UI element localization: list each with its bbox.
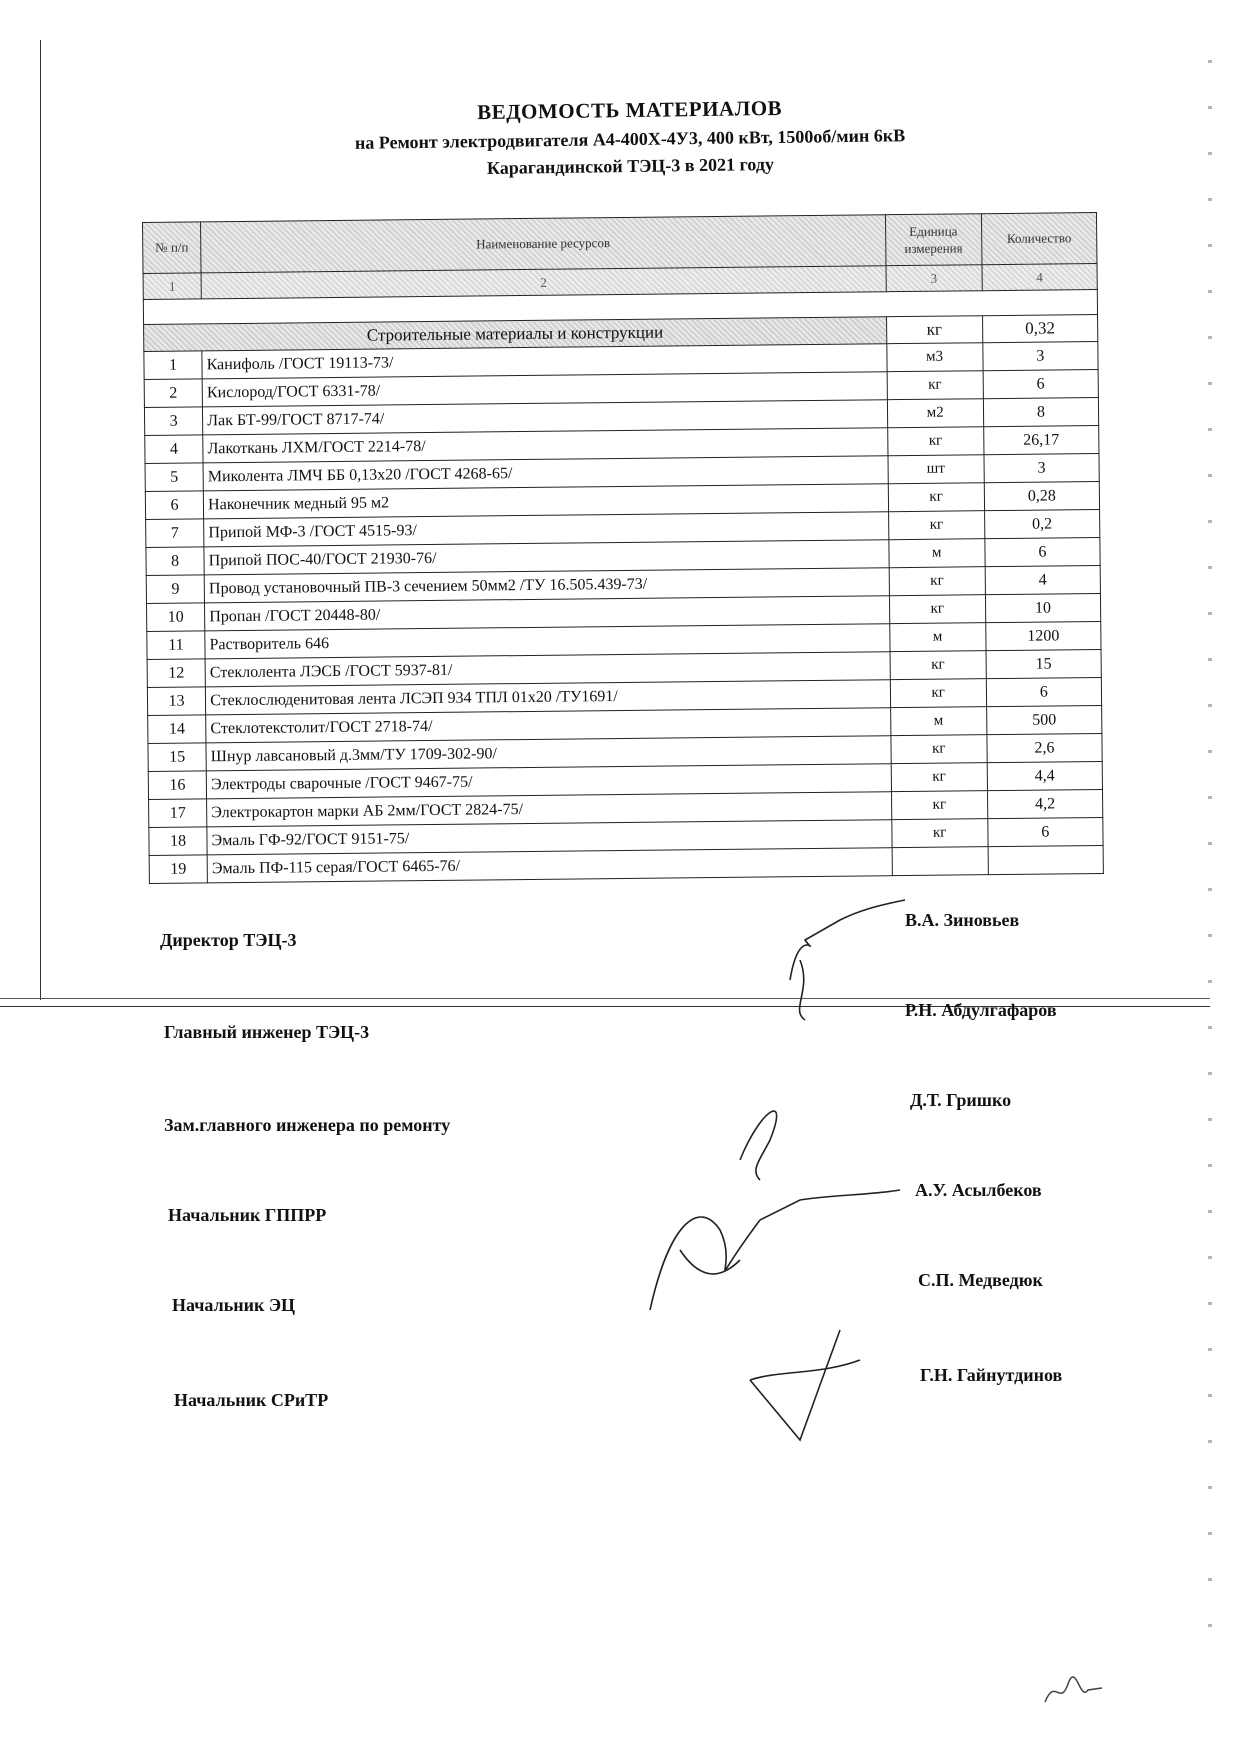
row-name: Эмаль ГФ-92/ГОСТ 9151-75/ <box>207 820 892 855</box>
section-unit: кг <box>886 316 982 344</box>
row-number: 3 <box>144 407 202 436</box>
row-number: 19 <box>149 855 207 884</box>
row-name: Миколента ЛМЧ ББ 0,13х20 /ГОСТ 4268-65/ <box>203 456 888 491</box>
row-qty: 3 <box>983 341 1099 370</box>
row-unit: кг <box>889 595 985 624</box>
row-unit: м2 <box>887 399 983 428</box>
row-qty: 4,4 <box>987 761 1103 790</box>
signatory-name: Г.Н. Гайнутдинов <box>920 1365 1063 1385</box>
signatory-name: А.У. Асылбеков <box>915 1180 1042 1200</box>
initials-mark <box>1040 1672 1110 1712</box>
row-qty: 2,6 <box>987 733 1103 762</box>
row-qty: 6 <box>988 817 1104 846</box>
row-qty: 6 <box>983 369 1099 398</box>
signature-stroke <box>650 1190 900 1310</box>
row-number: 1 <box>144 351 202 380</box>
signatory-title: Зам.главного инженера по ремонту <box>164 1115 451 1135</box>
signatory-name: В.А. Зиновьев <box>905 910 1020 930</box>
row-name: Пропан /ГОСТ 20448-80/ <box>205 596 890 631</box>
row-qty: 0,2 <box>984 509 1100 538</box>
row-qty: 0,28 <box>984 481 1100 510</box>
signature-stroke <box>750 1330 860 1440</box>
signatory-name: Р.Н. Абдулгафаров <box>905 1000 1057 1020</box>
row-name: Канифоль /ГОСТ 19113-73/ <box>202 344 887 379</box>
signatory-title: Начальник ГППРР <box>168 1205 327 1225</box>
row-name: Шнур лавсановый д.3мм/ТУ 1709-302-90/ <box>206 736 891 771</box>
row-qty: 6 <box>985 537 1101 566</box>
row-qty: 6 <box>986 677 1102 706</box>
index-cell: 3 <box>886 265 982 292</box>
row-unit: кг <box>887 371 983 400</box>
row-number: 18 <box>149 827 207 856</box>
row-unit: м <box>888 539 984 568</box>
document-subtitle-2: Карагандинской ТЭЦ-3 в 2021 году <box>486 153 775 178</box>
row-name: Растворитель 646 <box>205 624 890 659</box>
signatory-title: Главный инженер ТЭЦ-3 <box>164 1022 370 1042</box>
row-number: 15 <box>148 743 206 772</box>
row-name: Припой ПОС-40/ГОСТ 21930-76/ <box>204 540 889 575</box>
row-unit: кг <box>888 483 984 512</box>
row-number: 2 <box>144 379 202 408</box>
header-unit: Единица измерения <box>885 214 982 266</box>
row-number: 14 <box>148 715 206 744</box>
row-qty: 26,17 <box>983 425 1099 454</box>
document-subtitle: на Ремонт электродвигателя А4-400Х-4У3, 400 кВт, 1500об/мин 6кВ <box>354 125 906 153</box>
row-unit: м <box>889 623 985 652</box>
index-cell: 1 <box>143 273 201 300</box>
row-name: Кислород/ГОСТ 6331-78/ <box>202 372 887 407</box>
section-title: Строительные материалы и конструкции <box>144 317 887 352</box>
row-unit: кг <box>891 735 987 764</box>
row-unit: м <box>890 707 986 736</box>
row-name: Электрокартон марки АБ 2мм/ГОСТ 2824-75/ <box>207 792 892 827</box>
signature-stroke <box>790 900 905 1020</box>
row-unit: шт <box>888 455 984 484</box>
row-number: 9 <box>146 575 204 604</box>
row-number: 11 <box>147 631 205 660</box>
row-number: 5 <box>145 463 203 492</box>
row-name: Лакоткань ЛХМ/ГОСТ 2214-78/ <box>203 428 888 463</box>
row-number: 6 <box>145 491 203 520</box>
signature-stroke <box>740 1111 777 1180</box>
row-qty: 10 <box>985 593 1101 622</box>
row-qty: 3 <box>984 453 1100 482</box>
row-number: 8 <box>146 547 204 576</box>
row-unit: кг <box>890 679 986 708</box>
row-name: Стеклотекстолит/ГОСТ 2718-74/ <box>206 708 891 743</box>
row-name: Эмаль ПФ-115 серая/ГОСТ 6465-76/ <box>207 848 892 883</box>
row-unit: кг <box>887 427 983 456</box>
signatory-name: С.П. Медведюк <box>918 1270 1043 1290</box>
signatory-title: Начальник ЭЦ <box>172 1295 296 1315</box>
row-name: Стеклолента ЛЭСБ /ГОСТ 5937-81/ <box>205 652 890 687</box>
signatory-title: Начальник СРиТР <box>174 1390 329 1410</box>
row-unit: кг <box>889 567 985 596</box>
row-unit: кг <box>891 819 987 848</box>
row-unit: кг <box>891 791 987 820</box>
header-num: № п/п <box>143 222 202 274</box>
row-number: 12 <box>147 659 205 688</box>
row-qty: 15 <box>986 649 1102 678</box>
header-name: Наименование ресурсов <box>201 215 886 273</box>
row-name: Провод установочный ПВ-3 сечением 50мм2 /ТУ 16.505.439-73/ <box>204 568 889 603</box>
signatory-name: Д.Т. Гришко <box>910 1090 1012 1110</box>
row-name: Лак БТ-99/ГОСТ 8717-74/ <box>203 400 888 435</box>
row-unit: кг <box>891 763 987 792</box>
index-cell: 4 <box>982 264 1097 291</box>
document-title: ВЕДОМОСТЬ МАТЕРИАЛОВ <box>476 95 783 125</box>
row-unit: кг <box>888 511 984 540</box>
row-number: 7 <box>146 519 204 548</box>
row-number: 4 <box>145 435 203 464</box>
row-number: 10 <box>146 603 204 632</box>
row-unit: кг <box>890 651 986 680</box>
header-qty: Количество <box>981 213 1097 265</box>
row-number: 13 <box>147 687 205 716</box>
row-number: 16 <box>148 771 206 800</box>
row-name: Наконечник медный 95 м2 <box>203 484 888 519</box>
row-qty: 1200 <box>986 621 1102 650</box>
row-name: Стеклослюденитовая лента ЛСЭП 934 ТПЛ 01х20 /ТУ1691/ <box>206 680 891 715</box>
row-qty: 4,2 <box>987 789 1103 818</box>
row-qty: 8 <box>983 397 1099 426</box>
index-cell: 2 <box>201 266 886 299</box>
row-qty: 4 <box>985 565 1101 594</box>
row-name: Электроды сварочные /ГОСТ 9467-75/ <box>206 764 891 799</box>
row-name: Припой МФ-3 /ГОСТ 4515-93/ <box>204 512 889 547</box>
row-qty: 500 <box>986 705 1102 734</box>
section-qty: 0,32 <box>982 314 1097 342</box>
row-number: 17 <box>149 799 207 828</box>
row-unit: м3 <box>886 343 982 372</box>
signatory-title: Директор ТЭЦ-3 <box>160 930 297 950</box>
